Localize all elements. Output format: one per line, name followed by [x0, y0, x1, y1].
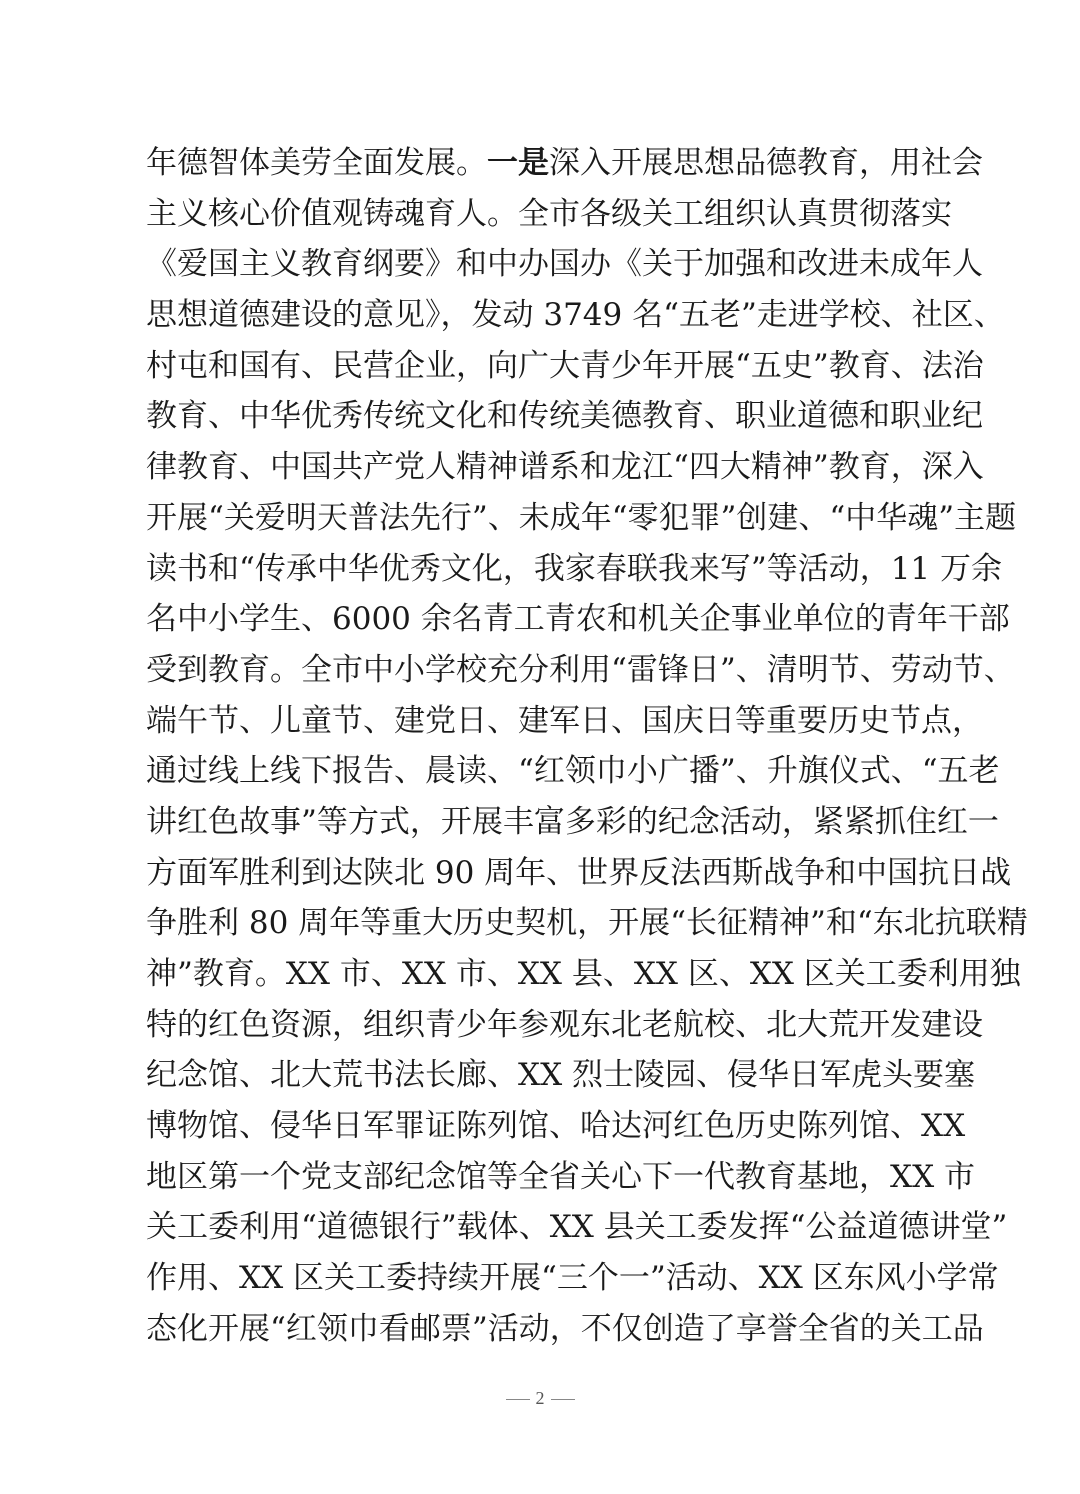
- text-line-8: 开展“关爱明天普法先行”、未成年“零犯罪”创建、“中华魂”主题: [146, 499, 1017, 536]
- text-line-14: 讲红色故事”等方式，开展丰富多彩的纪念活动，紧紧抓住红一: [146, 803, 999, 840]
- text-line-5: 村屯和国有、民营企业，向广大青少年开展“五史”教育、法治: [146, 347, 984, 384]
- text-line-18: 特的红色资源，组织青少年参观东北老航校、北大荒开发建设: [146, 1006, 983, 1043]
- text-line-15: 方面军胜利到达陕北 90 周年、世界反法西斯战争和中国抗日战: [146, 854, 1012, 891]
- text-line-9: 读书和“传承中华优秀文化，我家春联我来写”等活动，11 万余: [146, 550, 1002, 587]
- footer-dash-left: [506, 1399, 530, 1400]
- text-line-19: 纪念馆、北大荒书法长廊、XX 烈士陵园、侵华日军虎头要塞: [146, 1057, 975, 1094]
- bold-phrase: 一是: [487, 145, 549, 181]
- footer-dash-right: [551, 1399, 575, 1400]
- text-line-2: 主义核心价值观铸魂育人。全市各级关工组织认真贯彻落实: [146, 195, 952, 232]
- text-line-11: 受到教育。全市中小学校充分利用“雷锋日”、清明节、劳动节、: [146, 651, 1015, 688]
- text-line-12: 端午节、儿童节、建党日、建军日、国庆日等重要历史节点，: [146, 702, 983, 739]
- text-line-21: 地区第一个党支部纪念馆等全省关心下一代教育基地，XX 市: [146, 1158, 975, 1195]
- text-segment: 年德智体美劳全面发展。: [146, 145, 487, 181]
- body-text: [146, 138, 1028, 1355]
- text-line-3: 《爱国主义教育纲要》和中办国办《关于加强和改进未成年人: [146, 246, 983, 283]
- text-segment: 深入开展思想品德教育，用社会: [549, 145, 983, 181]
- text-line-24: 态化开展“红领巾看邮票”活动，不仅创造了享誉全省的关工品: [146, 1310, 984, 1347]
- text-line-23: 作用、XX 区关工委持续开展“三个一”活动、XX 区东风小学常: [146, 1260, 999, 1297]
- text-line-4: 思想道德建设的意见》，发动 3749 名“五老”走进学校、社区、: [146, 297, 1005, 334]
- text-line-16: 争胜利 80 周年等重大历史契机，开展“长征精神”和“东北抗联精: [146, 905, 1028, 942]
- text-line-7: 律教育、中国共产党人精神谱系和龙江“四大精神”教育，深入: [146, 449, 984, 486]
- text-line-10: 名中小学生、6000 余名青工青农和机关企事业单位的青年干部: [146, 601, 1010, 638]
- page-number: 2: [535, 1388, 545, 1408]
- text-line-17: 神”教育。XX 市、XX 市、XX 县、XX 区、XX 区关工委利用独: [146, 956, 1021, 992]
- text-line-22: 关工委利用“道德银行”载体、XX 县关工委发挥“公益道德讲堂”: [146, 1209, 1008, 1246]
- text-line-13: 通过线上线下报告、晨读、“红领巾小广播”、升旗仪式、“五老: [146, 753, 1000, 790]
- text-line-20: 博物馆、侵华日军罪证陈列馆、哈达河红色历史陈列馆、XX: [146, 1108, 966, 1145]
- page-footer: [0, 1388, 1080, 1409]
- text-line-6: 教育、中华优秀传统文化和传统美德教育、职业道德和职业纪: [146, 398, 983, 435]
- text-line-1: [146, 138, 983, 189]
